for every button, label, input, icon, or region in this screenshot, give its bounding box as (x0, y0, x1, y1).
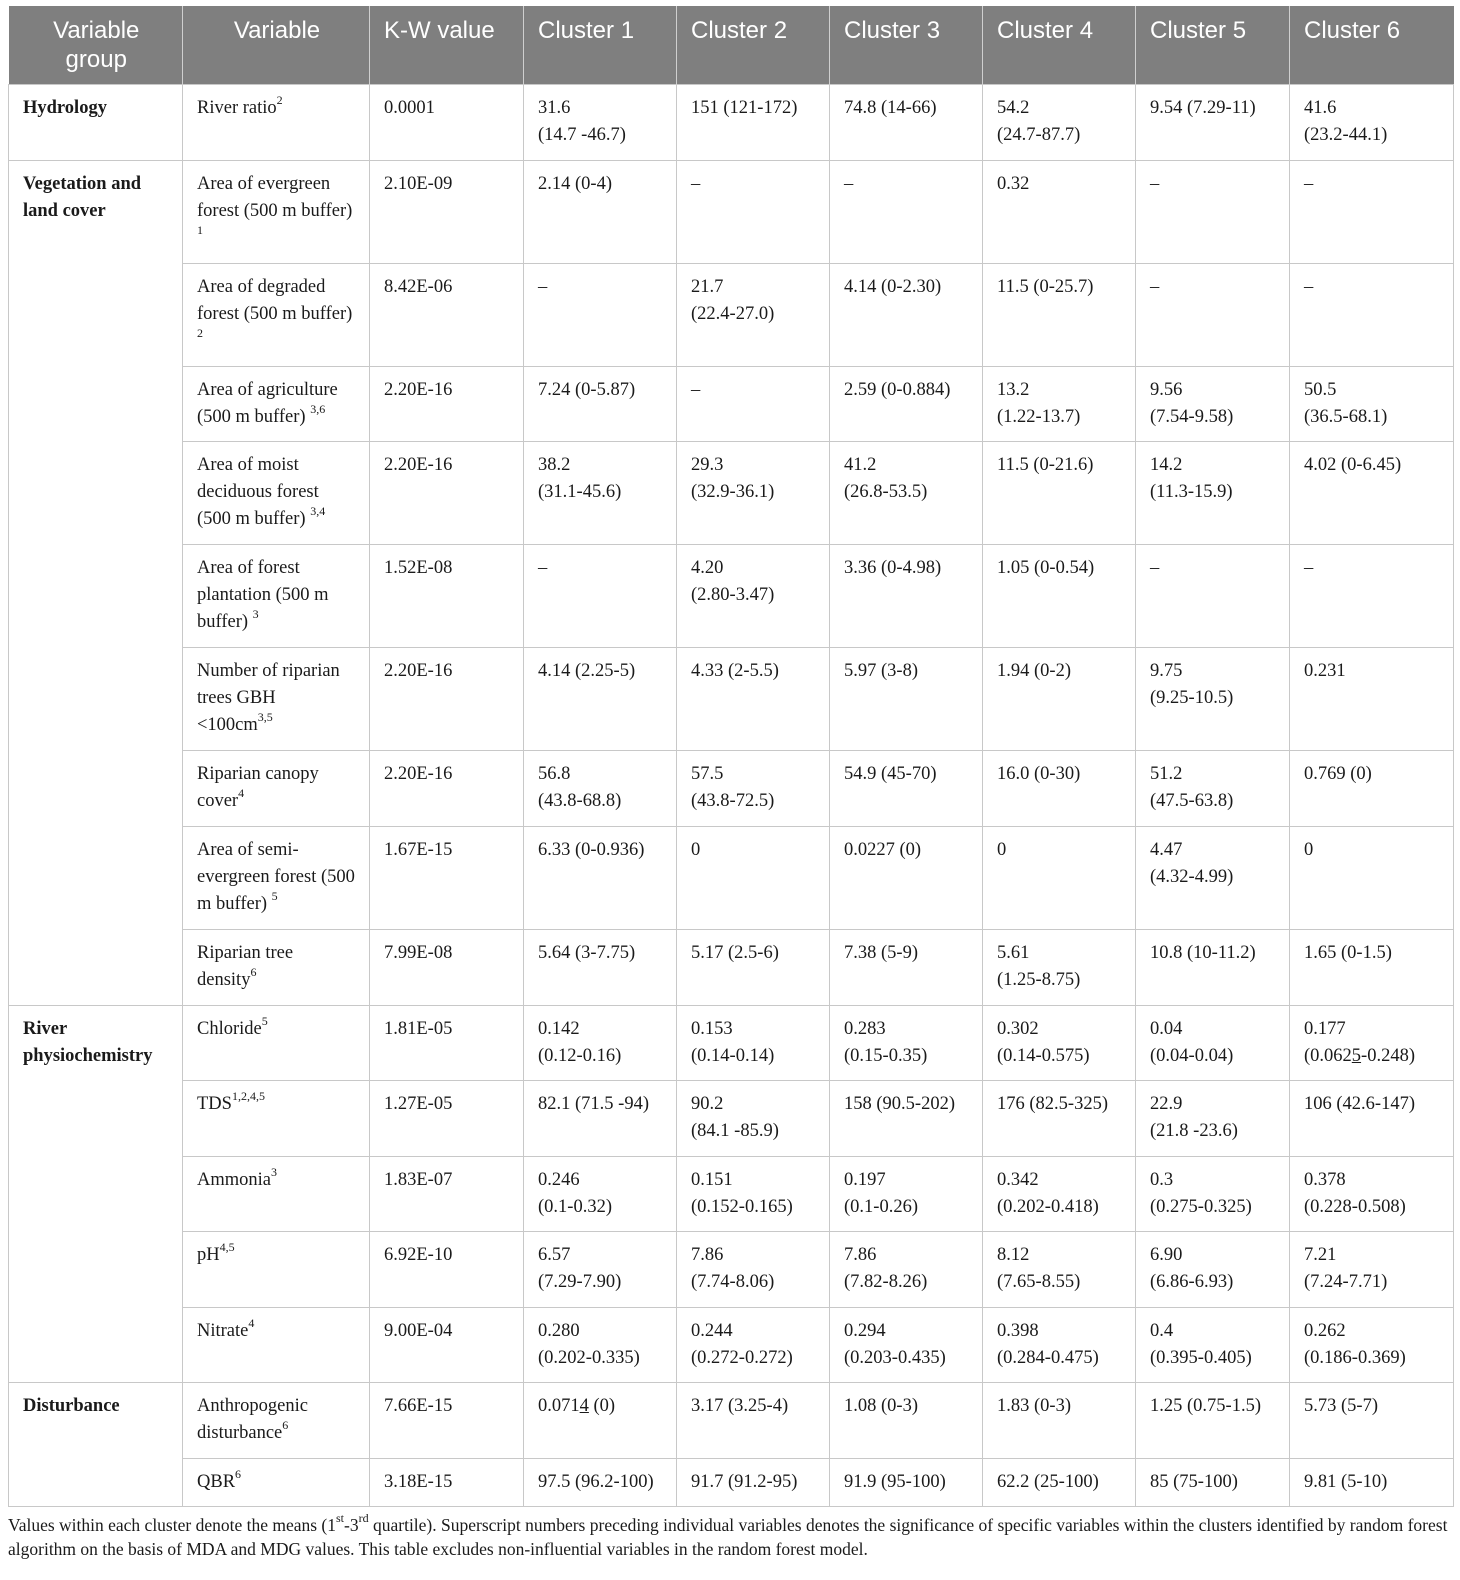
kw-value: 2.20E-16 (370, 367, 524, 442)
cluster-6-value: 0 (1290, 827, 1454, 930)
cluster-3-value: 4.14 (0-2.30) (830, 264, 983, 367)
cluster-5-value: – (1136, 545, 1290, 648)
cluster-6-value: 41.6 (23.2-44.1) (1290, 85, 1454, 161)
cluster-6-value: – (1290, 161, 1454, 264)
variable-name: Anthropogenic disturbance$^6$ (183, 1383, 370, 1459)
cluster-6-value: 9.81 (5-10) (1290, 1459, 1454, 1507)
table-row (9, 827, 1454, 930)
cluster-3-value: – (830, 161, 983, 264)
cluster-5-value: 0.3 (0.275-0.325) (1136, 1157, 1290, 1232)
cluster-2-value: 4.20 (2.80-3.47) (677, 545, 830, 648)
cluster-1-value: 5.64 (3-7.75) (524, 930, 677, 1006)
cluster-2-value: 0.151 (0.152-0.165) (677, 1157, 830, 1232)
cluster-5-value: 10.8 (10-11.2) (1136, 930, 1290, 1006)
cluster-2-value: 57.5 (43.8-72.5) (677, 751, 830, 827)
variable-name: pH$^{4,5}$ (183, 1232, 370, 1308)
variable-name: Chloride$^5$ (183, 1006, 370, 1081)
header-cluster-5: Cluster 5 (1136, 6, 1290, 85)
variable-name: Riparian canopy cover$^4$ (183, 751, 370, 827)
cluster-4-value: 0.302 (0.14-0.575) (983, 1006, 1136, 1081)
variable-name: Number of riparian trees GBH <100cm$^{3,5}$ (183, 648, 370, 751)
table-row (9, 751, 1454, 827)
cluster-4-value: 1.94 (0-2) (983, 648, 1136, 751)
kw-value: 6.92E-10 (370, 1232, 524, 1308)
cluster-6-value: 0.769 (0) (1290, 751, 1454, 827)
kw-value: 9.00E-04 (370, 1308, 524, 1383)
variable-name: River ratio$^2$ (183, 85, 370, 161)
cluster-2-value: 5.17 (2.5-6) (677, 930, 830, 1006)
table-row (9, 367, 1454, 442)
cluster-2-value: 91.7 (91.2-95) (677, 1459, 830, 1507)
cluster-3-value: 0.0227 (0) (830, 827, 983, 930)
cluster-2-value: 7.86 (7.74-8.06) (677, 1232, 830, 1308)
cluster-2-value: 21.7 (22.4-27.0) (677, 264, 830, 367)
kw-value: 0.0001 (370, 85, 524, 161)
kw-value: 2.20E-16 (370, 442, 524, 545)
cluster-5-value: 0.04 (0.04-0.04) (1136, 1006, 1290, 1081)
table-row (9, 648, 1454, 751)
header-variable: Variable (183, 6, 370, 85)
cluster-2-value: 3.17 (3.25-4) (677, 1383, 830, 1459)
cluster-4-value: 13.2 (1.22-13.7) (983, 367, 1136, 442)
header-cluster-4: Cluster 4 (983, 6, 1136, 85)
cluster-4-value: 0.398 (0.284-0.475) (983, 1308, 1136, 1383)
cluster-2-value: 0.244 (0.272-0.272) (677, 1308, 830, 1383)
cluster-5-value: 9.75 (9.25-10.5) (1136, 648, 1290, 751)
cluster-4-value: 0.32 (983, 161, 1136, 264)
cluster-6-value: 0.262 (0.186-0.369) (1290, 1308, 1454, 1383)
group-river-physiochemistry: River physiochemistry (9, 1006, 183, 1383)
kw-value: 7.66E-15 (370, 1383, 524, 1459)
cluster-2-value: 0 (677, 827, 830, 930)
cluster-2-value: 29.3 (32.9-36.1) (677, 442, 830, 545)
cluster-3-value: 0.283 (0.15-0.35) (830, 1006, 983, 1081)
table-row (9, 1459, 1454, 1507)
table-row (9, 1308, 1454, 1383)
table-row (9, 1157, 1454, 1232)
cluster-5-value: – (1136, 264, 1290, 367)
cluster-6-value: 7.21 (7.24-7.71) (1290, 1232, 1454, 1308)
cluster-1-value: 38.2 (31.1-45.6) (524, 442, 677, 545)
cluster-3-value: 2.59 (0-0.884) (830, 367, 983, 442)
cluster-5-value: 14.2 (11.3-15.9) (1136, 442, 1290, 545)
cluster-6-value: – (1290, 264, 1454, 367)
cluster-3-value: 0.294 (0.203-0.435) (830, 1308, 983, 1383)
cluster-2-value: 4.33 (2-5.5) (677, 648, 830, 751)
variable-name: Area of moist deciduous forest (500 m buffer) $^{3,4}$ (183, 442, 370, 545)
cluster-variables-table (8, 6, 1454, 1507)
cluster-6-value: 1.65 (0-1.5) (1290, 930, 1454, 1006)
cluster-6-value: 106 (42.6-147) (1290, 1081, 1454, 1157)
cluster-3-value: 7.38 (5-9) (830, 930, 983, 1006)
cluster-4-value: 1.83 (0-3) (983, 1383, 1136, 1459)
cluster-2-value: 90.2 (84.1 -85.9) (677, 1081, 830, 1157)
cluster-5-value: 4.47 (4.32-4.99) (1136, 827, 1290, 930)
header-row (9, 6, 1454, 85)
cluster-6-value: 5.73 (5-7) (1290, 1383, 1454, 1459)
cluster-2-value: – (677, 161, 830, 264)
variable-name: Area of semi-evergreen forest (500 m buffer) $^5$ (183, 827, 370, 930)
kw-value: 2.10E-09 (370, 161, 524, 264)
variable-name: TDS$^{1,2,4,5}$ (183, 1081, 370, 1157)
cluster-6-value: 0.177 (0.0625-0.248) (1290, 1006, 1454, 1081)
variable-name: Ammonia$^3$ (183, 1157, 370, 1232)
cluster-3-value: 0.197 (0.1-0.26) (830, 1157, 983, 1232)
cluster-5-value: 9.56 (7.54-9.58) (1136, 367, 1290, 442)
kw-value: 1.27E-05 (370, 1081, 524, 1157)
group-disturbance: Disturbance (9, 1383, 183, 1507)
cluster-5-value: 85 (75-100) (1136, 1459, 1290, 1507)
cluster-1-value: 0.142 (0.12-0.16) (524, 1006, 677, 1081)
table-row (9, 545, 1454, 648)
variable-name: Nitrate$^4$ (183, 1308, 370, 1383)
kw-value: 3.18E-15 (370, 1459, 524, 1507)
cluster-3-value: 91.9 (95-100) (830, 1459, 983, 1507)
cluster-6-value: 50.5 (36.5-68.1) (1290, 367, 1454, 442)
group-hydrology: Hydrology (9, 85, 183, 161)
cluster-2-value: 0.153 (0.14-0.14) (677, 1006, 830, 1081)
header-cluster-6: Cluster 6 (1290, 6, 1454, 85)
kw-value: 1.52E-08 (370, 545, 524, 648)
table-row (9, 1383, 1454, 1459)
cluster-3-value: 74.8 (14-66) (830, 85, 983, 161)
cluster-3-value: 1.08 (0-3) (830, 1383, 983, 1459)
kw-value: 1.67E-15 (370, 827, 524, 930)
cluster-5-value: 51.2 (47.5-63.8) (1136, 751, 1290, 827)
cluster-5-value: 22.9 (21.8 -23.6) (1136, 1081, 1290, 1157)
cluster-1-value: – (524, 264, 677, 367)
cluster-1-value: 6.57 (7.29-7.90) (524, 1232, 677, 1308)
table-row (9, 161, 1454, 264)
variable-name: Area of forest plantation (500 m buffer) $^3$ (183, 545, 370, 648)
kw-value: 8.42E-06 (370, 264, 524, 367)
cluster-2-value: – (677, 367, 830, 442)
table-row (9, 1081, 1454, 1157)
cluster-3-value: 41.2 (26.8-53.5) (830, 442, 983, 545)
kw-value: 7.99E-08 (370, 930, 524, 1006)
variable-name: Area of evergreen forest (500 m buffer) $^1$ (183, 161, 370, 264)
variable-name: Area of agriculture (500 m buffer) $^{3,6}$ (183, 367, 370, 442)
cluster-6-value: – (1290, 545, 1454, 648)
variable-name: Riparian tree density$^6$ (183, 930, 370, 1006)
cluster-3-value: 5.97 (3-8) (830, 648, 983, 751)
cluster-4-value: 62.2 (25-100) (983, 1459, 1136, 1507)
cluster-2-value: 151 (121-172) (677, 85, 830, 161)
cluster-4-value: 176 (82.5-325) (983, 1081, 1136, 1157)
cluster-4-value: 54.2 (24.7-87.7) (983, 85, 1136, 161)
table-footnote: Values within each cluster denote the means (1st-3rd quartile). Superscript numbers preceding individual variables denotes the significance of specific variables within the clusters identified by random forest algorithm on the basis of MDA and MDG values. This table excludes non-influential variables in the random forest model. (8, 1511, 1448, 1559)
header-cluster-2: Cluster 2 (677, 6, 830, 85)
cluster-4-value: 0 (983, 827, 1136, 930)
table-row (9, 1006, 1454, 1081)
variable-name: QBR$^6$ (183, 1459, 370, 1507)
header-kw-value: K-W value (370, 6, 524, 85)
table-container (8, 6, 1453, 1561)
cluster-1-value: 2.14 (0-4) (524, 161, 677, 264)
cluster-5-value: 1.25 (0.75-1.5) (1136, 1383, 1290, 1459)
kw-value: 2.20E-16 (370, 751, 524, 827)
cluster-4-value: 16.0 (0-30) (983, 751, 1136, 827)
cluster-1-value: 7.24 (0-5.87) (524, 367, 677, 442)
cluster-1-value: 0.280 (0.202-0.335) (524, 1308, 677, 1383)
cluster-5-value: 0.4 (0.395-0.405) (1136, 1308, 1290, 1383)
table-row (9, 1232, 1454, 1308)
cluster-1-value: 31.6 (14.7 -46.7) (524, 85, 677, 161)
cluster-6-value: 4.02 (0-6.45) (1290, 442, 1454, 545)
kw-value: 2.20E-16 (370, 648, 524, 751)
cluster-1-value: 4.14 (2.25-5) (524, 648, 677, 751)
cluster-4-value: 11.5 (0-21.6) (983, 442, 1136, 545)
cluster-4-value: 5.61 (1.25-8.75) (983, 930, 1136, 1006)
variable-name: Area of degraded forest (500 m buffer) $^2$ (183, 264, 370, 367)
header-variable-group: Variable group (9, 6, 183, 85)
header-cluster-1: Cluster 1 (524, 6, 677, 85)
cluster-1-value: – (524, 545, 677, 648)
header-cluster-3: Cluster 3 (830, 6, 983, 85)
table-row (9, 85, 1454, 161)
cluster-4-value: 1.05 (0-0.54) (983, 545, 1136, 648)
cluster-5-value: 6.90 (6.86-6.93) (1136, 1232, 1290, 1308)
cluster-1-value: 0.0714 (0) (524, 1383, 677, 1459)
group-vegetation: Vegetation and land cover (9, 161, 183, 1006)
cluster-3-value: 158 (90.5-202) (830, 1081, 983, 1157)
cluster-3-value: 54.9 (45-70) (830, 751, 983, 827)
table-row (9, 442, 1454, 545)
table-row (9, 264, 1454, 367)
cluster-1-value: 6.33 (0-0.936) (524, 827, 677, 930)
cluster-4-value: 8.12 (7.65-8.55) (983, 1232, 1136, 1308)
cluster-5-value: – (1136, 161, 1290, 264)
kw-value: 1.83E-07 (370, 1157, 524, 1232)
cluster-1-value: 56.8 (43.8-68.8) (524, 751, 677, 827)
cluster-6-value: 0.378 (0.228-0.508) (1290, 1157, 1454, 1232)
table-row (9, 930, 1454, 1006)
kw-value: 1.81E-05 (370, 1006, 524, 1081)
cluster-4-value: 11.5 (0-25.7) (983, 264, 1136, 367)
cluster-1-value: 82.1 (71.5 -94) (524, 1081, 677, 1157)
cluster-1-value: 97.5 (96.2-100) (524, 1459, 677, 1507)
cluster-6-value: 0.231 (1290, 648, 1454, 751)
cluster-3-value: 7.86 (7.82-8.26) (830, 1232, 983, 1308)
cluster-4-value: 0.342 (0.202-0.418) (983, 1157, 1136, 1232)
cluster-5-value: 9.54 (7.29-11) (1136, 85, 1290, 161)
cluster-3-value: 3.36 (0-4.98) (830, 545, 983, 648)
cluster-1-value: 0.246 (0.1-0.32) (524, 1157, 677, 1232)
